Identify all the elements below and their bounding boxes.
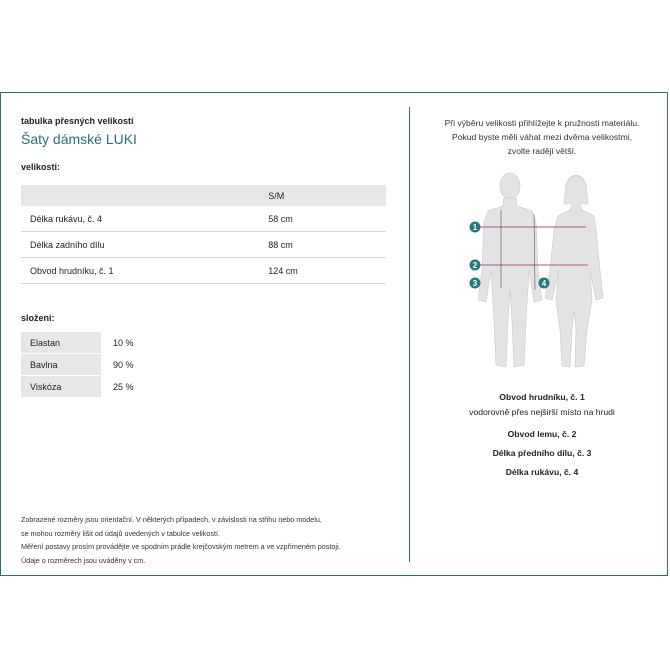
- table-row: [21, 332, 134, 354]
- sizing-advice: [432, 116, 652, 158]
- size-row-name: Obvod hrudníku, č. 1: [21, 258, 268, 284]
- legend-front-length-title: Délka předního dílu, č. 3: [492, 448, 592, 458]
- product-title: Šaty dámské LUKI: [21, 131, 137, 147]
- measurement-legend: [432, 392, 652, 477]
- size-row-value: 58 cm: [268, 206, 386, 232]
- legend-chest-desc: vodorovně přes nejširší místo na hrudi: [469, 407, 615, 417]
- male-silhouette-icon: [478, 173, 542, 367]
- material-name: Elastan: [21, 332, 101, 354]
- size-row-name: Délka zadního dílu: [21, 232, 268, 258]
- note-line: Údaje o rozměrech jsou uváděny v cm.: [21, 555, 146, 565]
- size-row-value: 88 cm: [268, 232, 386, 258]
- marker-4-label: 4: [541, 279, 547, 288]
- material-value: 90 %: [113, 359, 134, 370]
- material-value: 25 %: [113, 381, 134, 392]
- size-row-value: 124 cm: [268, 258, 386, 284]
- material-value: 10 %: [113, 337, 134, 348]
- measurement-notes: [21, 513, 341, 567]
- material-name: Viskóza: [21, 376, 101, 398]
- marker-2-label: 2: [472, 261, 478, 270]
- sizes-label: velikosti:: [21, 162, 61, 172]
- marker-3-icon: [470, 278, 481, 289]
- advice-line: zvolte raději větší.: [507, 146, 577, 156]
- female-silhouette-icon: [545, 175, 603, 367]
- table-row: [21, 206, 386, 232]
- column-divider: [409, 107, 410, 562]
- marker-2-icon: [470, 260, 481, 271]
- note-line: se mohou rozměry lišit od údajů uvedených v tabulce velikostí.: [21, 528, 220, 538]
- marker-1-label: 1: [472, 223, 478, 232]
- legend-sleeve-length-title: Délka rukávu, č. 4: [505, 467, 579, 477]
- size-row-name: Délka rukávu, č. 4: [21, 206, 268, 232]
- size-column-header: S/M: [268, 185, 386, 206]
- marker-1-icon: [470, 222, 481, 233]
- note-line: Zobrazené rozměry jsou orientační. V některých případech, v závislosti na střihu nebo modelu,: [21, 515, 322, 524]
- marker-4-icon: [539, 278, 550, 289]
- composition-table: [21, 332, 134, 398]
- material-name: Bavlna: [21, 354, 101, 376]
- note-line: Měření postavy prosím provádějte ve spodním prádle krejčovským metrem a ve vzpřímeném postoji.: [21, 542, 341, 551]
- table-row: [21, 232, 386, 258]
- table-subtitle: tabulka přesných velikostí: [21, 116, 134, 126]
- table-row: [21, 354, 134, 376]
- size-table: [21, 185, 386, 284]
- table-row: [21, 258, 386, 284]
- legend-chest-title: Obvod hrudníku, č. 1: [499, 392, 585, 402]
- composition-label: složení:: [21, 313, 55, 323]
- advice-line: Při výběru velikosti přihlížejte k pružnosti materiálu.: [444, 118, 640, 128]
- advice-line: Pokud byste měli váhat mezi dvěma velikostmi,: [451, 132, 633, 142]
- marker-3-label: 3: [472, 279, 478, 288]
- table-row: [21, 376, 134, 398]
- body-measurement-figure: [462, 170, 622, 375]
- legend-hem-title: Obvod lemu, č. 2: [507, 429, 577, 439]
